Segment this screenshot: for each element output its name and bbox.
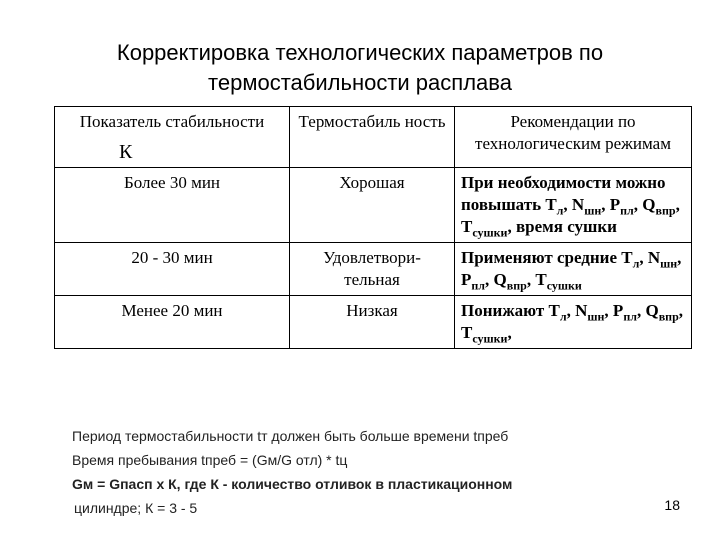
note-line-1: Период термостабильности tт должен быть больше времени tпреб (72, 428, 509, 444)
row-3-stability: Низкая (290, 296, 455, 349)
row-3-indicator: Менее 20 мин (55, 296, 290, 349)
slide-title (0, 38, 720, 98)
header-k: К (55, 137, 290, 168)
header-recommendations: Рекомендации по технологическим режимам (455, 107, 692, 168)
parameters-table (54, 106, 692, 349)
title-line-1: Корректировка технологических параметров по (116, 40, 604, 65)
row-2-recommendation: Применяют средние $Т_л$, $N_{шн}$, $Р_{пл}$, $Q_{впр}$, $Т_{сушки}$ (455, 243, 692, 296)
row-2-indicator: 20 - 30 мин (55, 243, 290, 296)
table-header-row (55, 107, 692, 138)
header-thermostability: Термостабиль ность (290, 107, 455, 168)
note-line-3: Gм = Gпасп х К, где К - количество отливок в пластикационном (72, 476, 513, 492)
page-number: 18 (664, 497, 680, 513)
table-row (55, 296, 692, 349)
row-1-stability: Хорошая (290, 168, 455, 243)
row-3-recommendation: Понижают $Т_л$, $N_{шн}$, $Р_{пл}$, $Q_{впр}$, $Т_{сушки}$, (455, 296, 692, 349)
row-1-recommendation: При необходимости можно повышать $Т_л$, $N_{шн}$, $Р_{пл}$, $Q_{впр}$, $Т_{сушки}$, время сушки (455, 168, 692, 243)
header-indicator: Показатель стабильности (55, 107, 290, 138)
row-2-stability: Удовлетвори- тельная (290, 243, 455, 296)
notes-block (72, 424, 512, 520)
table-row (55, 243, 692, 296)
note-line-2: Время пребывания tпреб = (Gм/G отл) * tц (72, 452, 348, 468)
row-1-indicator: Более 30 мин (55, 168, 290, 243)
title-line-2: термостабильности расплава (208, 70, 512, 95)
table-row (55, 168, 692, 243)
note-line-4: цилиндре; К = 3 - 5 (74, 500, 198, 516)
